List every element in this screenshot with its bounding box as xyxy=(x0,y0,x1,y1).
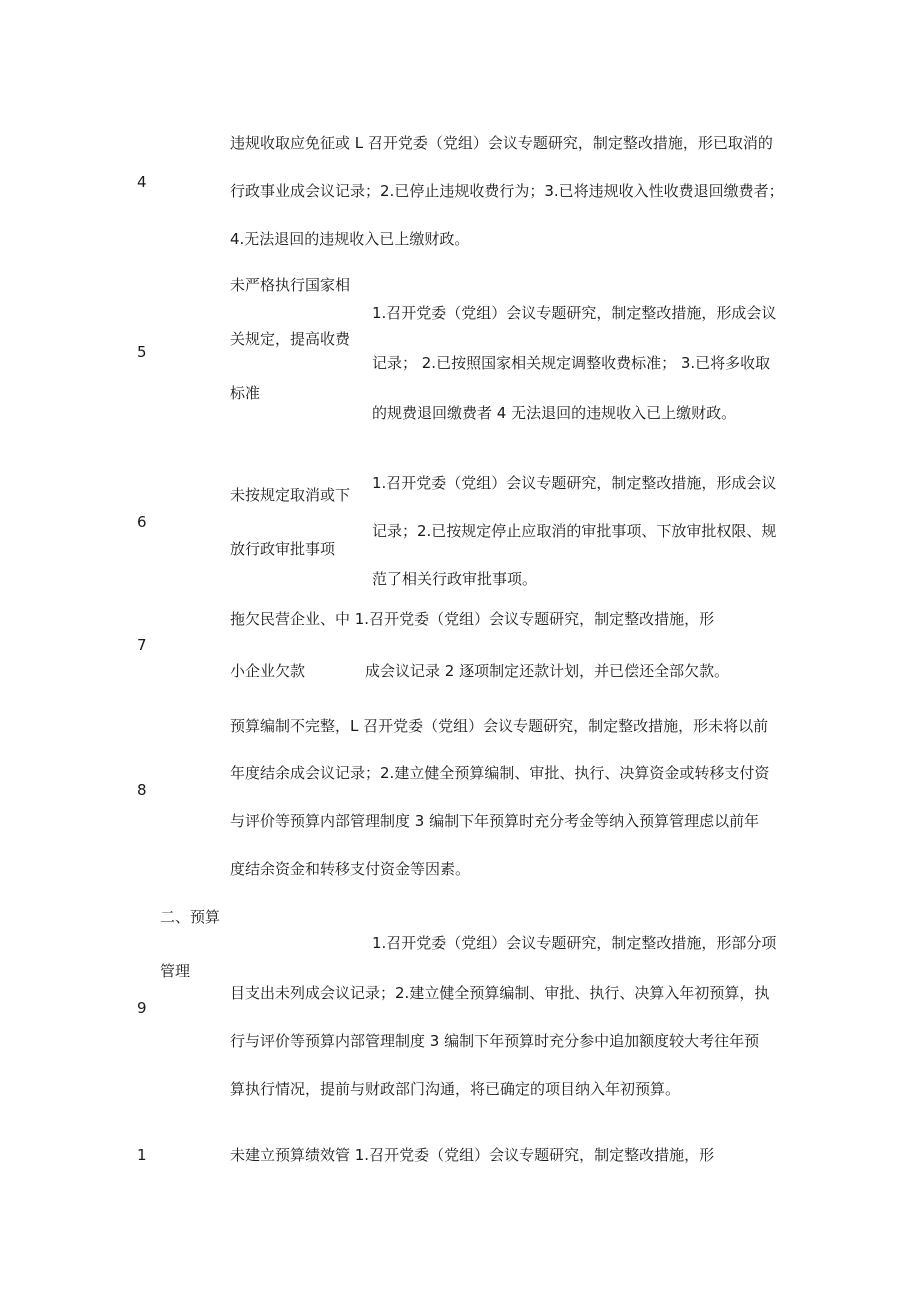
row-number-6: 6 xyxy=(137,513,147,531)
row-number-10: 1 xyxy=(137,1146,147,1164)
row-6-measure-line-2: 记录；2.已按规定停止应取消的审批事项、下放审批权限、规 xyxy=(372,522,777,540)
row-4-line-1: 违规收取应免征或 L 召开党委（党组）会议专题研究，制定整改措施，形已取消的 xyxy=(230,134,773,152)
row-8-line-3: 与评价等预算内部管理制度 3 编制下年预算时充分考金等纳入预算管理虑以前年 xyxy=(230,812,760,830)
row-number-9: 9 xyxy=(137,999,147,1017)
category-label-line-2: 管理 xyxy=(160,962,191,980)
row-6-issue-line-2: 放行政审批事项 xyxy=(230,540,336,558)
row-5-issue-line-1: 未严格执行国家相 xyxy=(230,276,351,294)
row-4-line-3: 4.无法退回的违规收入已上缴财政。 xyxy=(230,230,470,248)
row-7-measure-line-2: 成会议记录 2 逐项制定还款计划，并已偿还全部欠款。 xyxy=(365,662,730,680)
row-7-line-1: 拖欠民营企业、中 1.召开党委（党组）会议专题研究，制定整改措施，形 xyxy=(230,610,715,628)
row-5-measure-line-3: 的规费退回缴费者 4 无法退回的违规收入已上缴财政。 xyxy=(372,404,737,422)
row-9-line-1: 1.召开党委（党组）会议专题研究，制定整改措施，形部分项 xyxy=(372,934,777,952)
row-9-line-3: 行与评价等预算内部管理制度 3 编制下年预算时充分参中追加额度较大考往年预 xyxy=(230,1032,760,1050)
row-number-8: 8 xyxy=(137,781,147,799)
row-9-line-4: 算执行情况，提前与财政部门沟通，将已确定的项目纳入年初预算。 xyxy=(230,1080,681,1098)
row-6-measure-line-3: 范了相关行政审批事项。 xyxy=(372,570,538,588)
row-5-issue-line-3: 标准 xyxy=(230,384,261,402)
row-5-issue-line-2: 关规定，提高收费 xyxy=(230,330,351,348)
row-5-measure-line-1: 1.召开党委（党组）会议专题研究，制定整改措施，形成会议 xyxy=(372,304,777,322)
row-8-line-1: 预算编制不完整，L 召开党委（党组）会议专题研究，制定整改措施，形未将以前 xyxy=(230,717,769,735)
row-number-5: 5 xyxy=(137,343,147,361)
row-9-line-2: 目支出未列成会议记录；2.建立健全预算编制、审批、执行、决算入年初预算，执 xyxy=(230,984,770,1002)
row-8-line-2: 年度结余成会议记录；2.建立健全预算编制、审批、执行、决算资金或转移支付资 xyxy=(230,764,770,782)
row-5-measure-line-2: 记录； 2.已按照国家相关规定调整收费标准； 3.已将多收取 xyxy=(372,354,771,372)
row-8-line-4: 度结余资金和转移支付资金等因素。 xyxy=(230,860,471,878)
row-4-line-2: 行政事业成会议记录；2.已停止违规收费行为；3.已将违规收入性收费退回缴费者； xyxy=(230,182,784,200)
row-number-4: 4 xyxy=(137,173,147,191)
row-number-7: 7 xyxy=(137,636,147,654)
row-6-issue-line-1: 未按规定取消或下 xyxy=(230,486,351,504)
row-7-issue-line-2: 小企业欠款 xyxy=(230,662,306,680)
category-label-line-1: 二、预算 xyxy=(160,908,221,926)
row-10-line-1: 未建立预算绩效管 1.召开党委（党组）会议专题研究，制定整改措施，形 xyxy=(230,1146,715,1164)
row-6-measure-line-1: 1.召开党委（党组）会议专题研究，制定整改措施，形成会议 xyxy=(372,474,777,492)
